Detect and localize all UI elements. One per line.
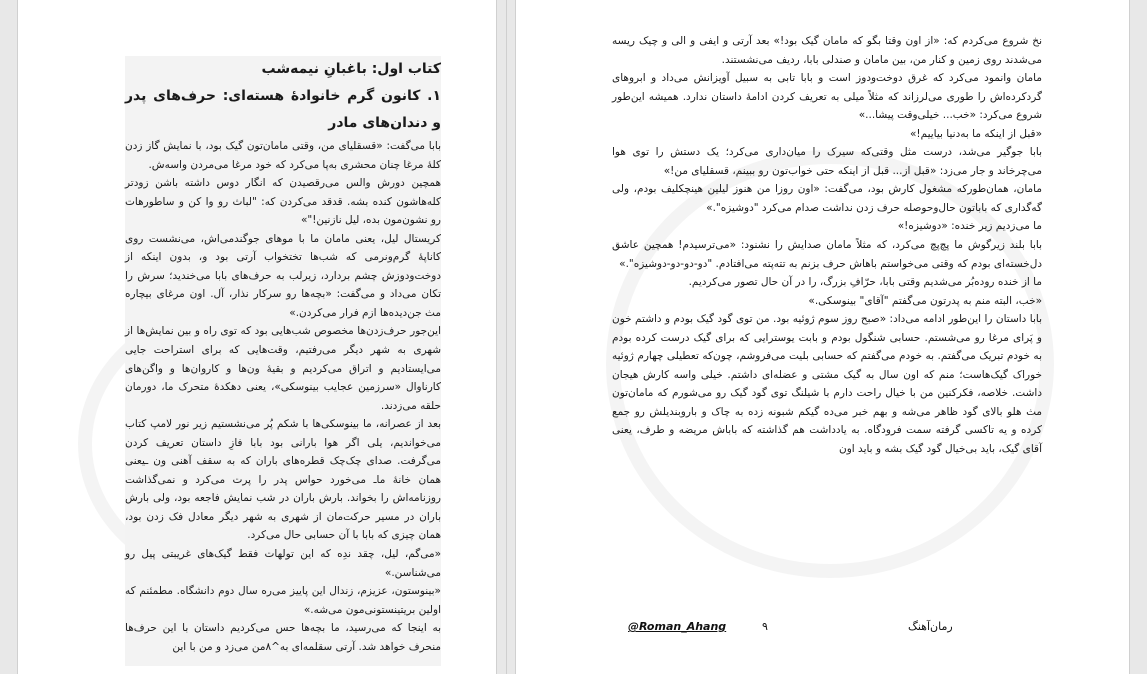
- footer-handle: @Roman_Ahang: [628, 620, 727, 633]
- paragraph: «می‌گم، لیل، چقد ندِه که این تولهات فقط گیک‌های غریبتی پیل رو می‌شناسن.»: [125, 548, 441, 579]
- paragraph: این‌جور حرف‌زدن‌ها مخصوص شب‌هایی بود که توی راه و بین نمایش‌ها از شهری به شهر دیگر می‌رفتیم، وقت‌هایی که برای استراحت جایی می‌ایستادیم و اتراق می‌کردیم و بقیۀ ون‌ها و کاروان‌ها و واگن‌های کارناوال «سرزمین عجایب بینوسکی»، یعنی دهکدۀ متحرک ما، دورمان حلقه می‌زدند.: [125, 325, 441, 412]
- paragraph: بابا جوگیر می‌شد، درست مثل وقتی‌که سیرک را میان‌داری می‌کرد؛ یک دستش را توی هوا می‌چرخاند و جار می‌زد: «قبل از... قبل از اینکه حتی خواب‌تون رو ببینم، قسقلیای من!»: [612, 146, 1042, 177]
- right-text-block: [612, 32, 1042, 459]
- paragraph: بابا بلند زیرگوش ما پچ‌پچ می‌کرد، که مثلاً مامان صدایش را نشنود: «می‌ترسیدم! همچین عاشق دل‌خسته‌ای بودم که وقتی می‌خواستم باهاش حرف بزنم به تته‌پته می‌افتادم. "دو-دو-دو-دوشیزه".»: [612, 239, 1042, 270]
- paragraph: مامان، همان‌طورکه مشغول کارش بود، می‌گفت: «اون روزا من هنوز لیلین هینچکلیف بودم، ولی گه‌گداری که باباتون حال‌وحوصله حرف زدن نداشت صدام می‌کرد "دوشیزه".»: [612, 183, 1042, 214]
- book-title: کتاب اول: باغبانِ نیمه‌شب: [261, 61, 441, 77]
- paragraph: همچین دورش والس می‌رقصیدن که انگار دوس داشته باشن زودتر کله‌هاشون کنده بشه. قدقد می‌کردن که: "لباث رو وا کن و ساطورهات رو نشون‌مون بده، لیل نازنین!"»: [125, 177, 441, 227]
- paragraph: نخ شروع می‌کردم که: «از اون وقتا بگو که مامان گیک بود!» بعد آرتی و ایفی و الی و چیک ریسه می‌شدند روی زمین و کنار من، بین مامان و صندلی بابا، ردیف می‌نشستند.: [612, 35, 1042, 66]
- paragraph: مامان وانمود می‌کرد که غرق دوخت‌ودوز است و بابا تابی به سبیل آویزانش می‌داد و ابروهای گردکرده‌اش را طوری می‌لرزاند که مثلاً میلی به تعریف کردن ادامۀ داستان ندارد. همیشه این‌طور شروع می‌کرد: «خب... خیلی‌وقت پیشا...»: [612, 72, 1042, 122]
- paragraph: «قبل از اینکه ما به‌دنیا بیاییم!»: [909, 127, 1042, 140]
- paragraph: به اینجا که می‌رسید، ما بچه‌ها حس می‌کردیم داستان با این حرف‌ها منحرف خواهد شد. آرتی سقلمه‌ای به^۸من می‌زد و من با این: [125, 622, 441, 653]
- paragraph: «خب، البته منم به پدرتون می‌گفتم "آقای" بینوسکی.»: [808, 294, 1042, 307]
- page-gap-divider: [506, 0, 507, 674]
- paragraph: کریستال لیل، یعنی مامان ما با موهای جوگندمی‌اش، می‌نشست روی کاناپۀ گرم‌ونرمی که شب‌ها تختخواب آرتی بود و، بدون اینکه از دوخت‌ودوزش چشم بردارد، زیرلب به حرف‌های بابا می‌خندید؛ سرش را تکان می‌داد و می‌گفت: «بچه‌ها رو سرکار نذار، آل. اون مرغای بیچاره مث جن‌دیده‌ها ازم فرار می‌کردن.»: [125, 232, 441, 319]
- paragraph: بابا داستان را این‌طور ادامه می‌داد: «صبح روز سوم ژوئیه بود. من توی گود گیک بودم و داشتم خون و پَرای مرغا رو می‌شستم. حسابی شنگول بودم و بابت یوسترایی که برای گیک درست کرده بودم به خودم تبریک می‌گفتم. به خودم می‌گفتم که حسابی بلیت می‌فروشم، چون‌که تعطیلی چهارم ژوئیه خوراک گیک‌هاست؛ منم که اون سال به گیک مشتی و عضله‌ای داشتم. خیلی واسه کارش هیجان داشت. خلاصه، فکرکنین من با خیال راحت دارم با شیلنگ توی گود گیک رو می‌شورم که مامان‌تون مث هلو بالای گود ظاهر می‌شه و بهم خبر می‌ده گیکم شبونه زده به چاک و باروبندیلش رو جمع کرده و یه تاکسی گرفته سمت فرودگاه. به یادداشت هم گذاشته که باباش مریضه و طرف، یعنی آقای گیک، باید بی‌خیال گود گیک بشه و باید اون: [612, 313, 1042, 456]
- paragraph: بابا می‌گفت: «قسقلیای من، وقتی مامان‌تون گیک بود، با نمایش گاز زدن کلۀ مرغا چنان محشری به‌پا می‌کرد که خود مرغا می‌مردن واسه‌ش.: [125, 140, 441, 171]
- left-page: [18, 0, 496, 674]
- chapter-title: ۱. کانون گرم خانوادۀ هسته‌ای: حرف‌های پدر و دندان‌های مادر: [125, 88, 441, 131]
- right-page: [516, 0, 1129, 674]
- left-text-block: [125, 56, 441, 666]
- paragraph: بعد از عصرانه، ما بینوسکی‌ها با شکم پُر می‌نشستیم زیر نور لامپ کتاب می‌خواندیم، یلی اگر هوا بارانی بود بابا فازِ داستان تعریف کردن می‌گرفت. صدای چک‌چک قطره‌های باران که به سقف آهنی ون ـیعنی همان خانۀ ماـ می‌خورد حواس پدر را پرت می‌کرد و نمی‌گذاشت روزنامه‌اش را بخواند. بارش باران در شب نمایش فاجعه بود، ولی بارش باران در مسیر حرکت‌مان از شهری به شهر دیگر معادل فک زدن بود، همان چیزی که بابا با آن حسابی حال می‌کرد.: [125, 418, 441, 542]
- paragraph: ما از خنده روده‌بُر می‌شدیم وقتی بابا، حرّافِ بزرگ، را در آن حال تصور می‌کردیم.: [688, 276, 1042, 289]
- paragraph: ما می‌زدیم زیر خنده: «دوشیزه!»: [897, 220, 1042, 233]
- paragraph: «بینوستون، عزیزم، زندال این پاییز می‌ره سال دوم دانشگاه. مطمئنم که اولین بریتینستونی‌مون می‌شه.»: [125, 585, 441, 616]
- footer-author-mark: رمان‌آهنگ: [908, 620, 953, 633]
- page-number: ۹: [762, 620, 768, 633]
